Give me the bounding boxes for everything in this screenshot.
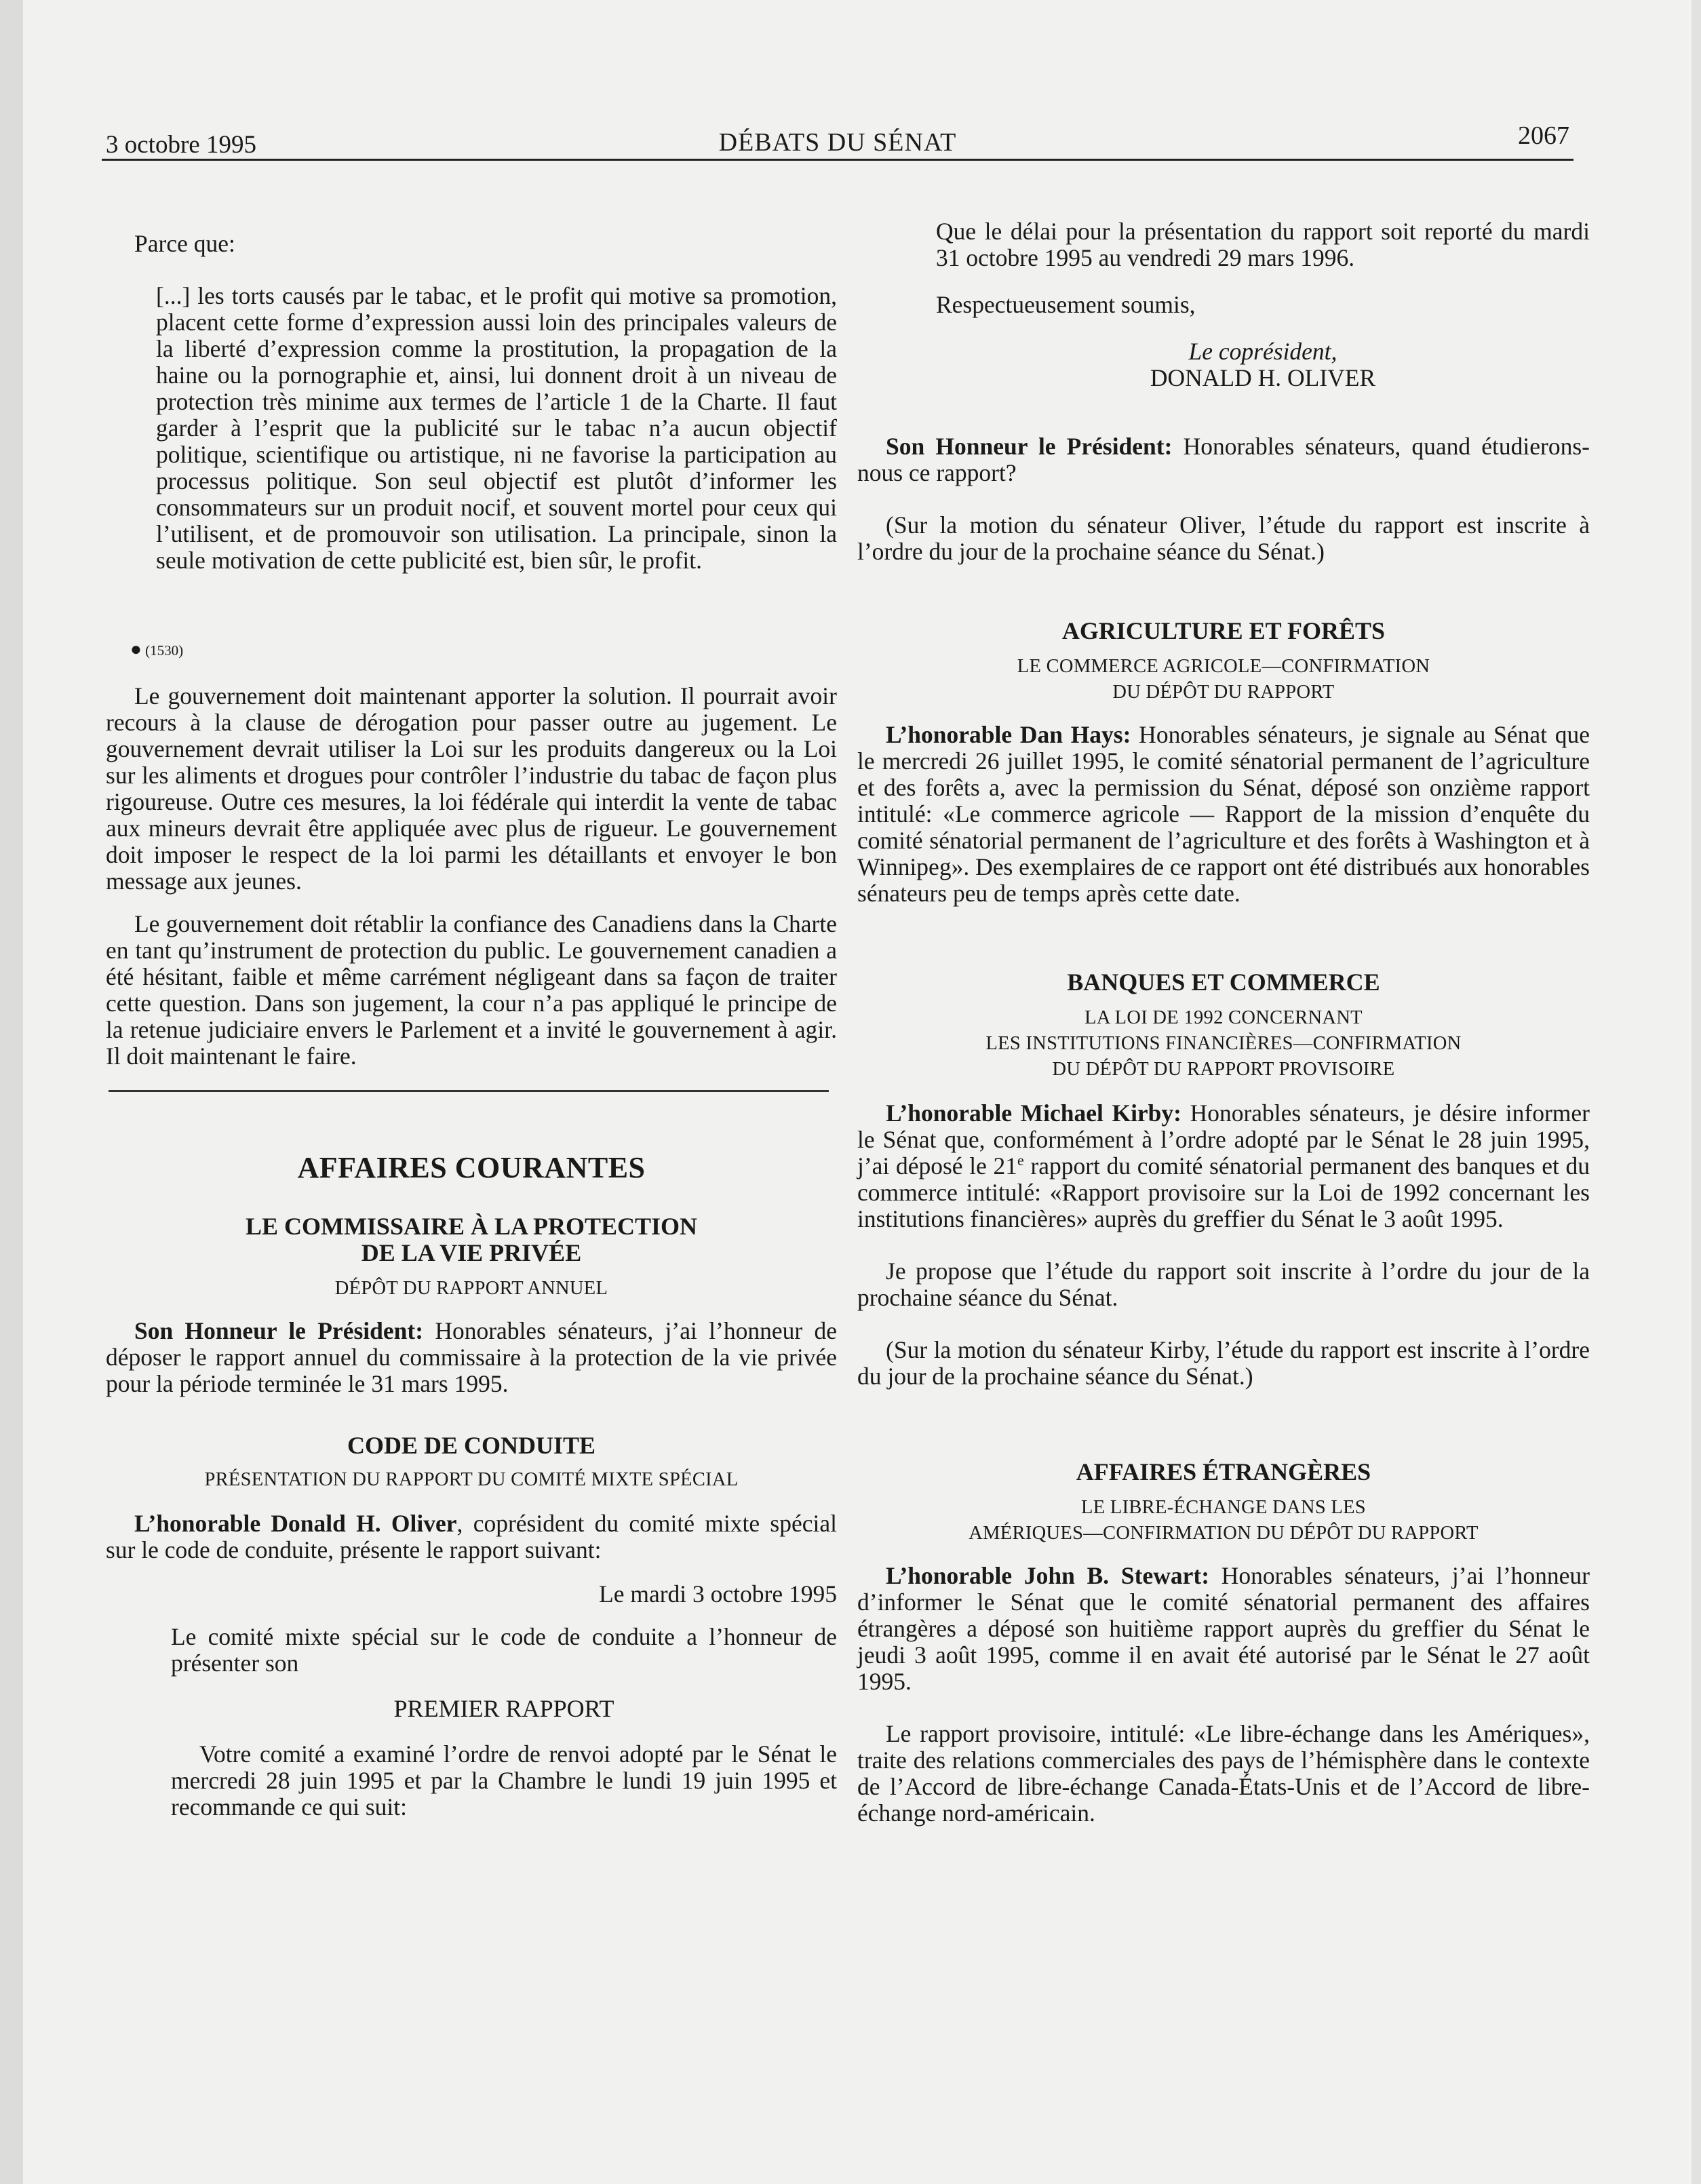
speech	[106, 1510, 837, 1563]
speech-text: rapport du comité sénatorial permanent des banques et du commerce intitulé: «Rapport provisoire sur la Loi de 1992 concernant les institutions financières» auprès du greffier du Sénat le 3 août 1995.	[857, 1152, 1590, 1232]
report-date: Le mardi 3 octobre 1995	[599, 1580, 837, 1607]
section-heading: AGRICULTURE ET FORÊTS	[1061, 617, 1386, 644]
page-header	[102, 121, 1573, 161]
report-body: Votre comité a examiné l’ordre de renvoi adopté par le Sénat le mercredi 28 juin 1995 et par la Chambre le lundi 19 juin 1995 et recommande ce qui suit:	[171, 1740, 837, 1820]
intro-text: Parce que:	[134, 230, 235, 257]
speech-text: Honorables sénateurs, je désire informer le Sénat que, conformément à l’ordre adopté par le Sénat le 28 juin 1995, j’ai déposé le 21	[857, 1099, 1590, 1179]
bullet-icon: ●	[130, 639, 142, 660]
time-marker-text: (1530)	[145, 642, 184, 659]
report-intro: Le comité mixte spécial sur le code de conduite a l’honneur de présenter son	[171, 1623, 837, 1677]
block-quote: [...] les torts causés par le tabac, et le profit qui motive sa promotion, placent cette forme d’expression aussi loin des principales valeurs de la liberté d’expression comme la prostitution, la propagation de la haine ou la pornographie et, ainsi, lui donnent droit à un niveau de protection très minime aux termes de l’article 1 de la Charte. Il faut garder à l’esprit que la publicité sur le tabac n’a aucun objectif politique, scientifique ou artistique, ni ne favorise la participation au processus politique. Son seul objectif est plutôt d’informer les consommateurs sur un produit nocif, et souvent mortel pour ceux qui l’utilisent, et de promouvoir son utilisation. La principale, sinon la seule motivation de cette publicité est, bien sûr, le profit.	[156, 282, 837, 574]
section-heading	[106, 1213, 837, 1266]
speech	[857, 722, 1590, 907]
subheading-line: LES INSTITUTIONS FINANCIÈRES—CONFIRMATION	[985, 1033, 1462, 1054]
section-subheading	[857, 1005, 1590, 1083]
speaker-name: L’honorable Michael Kirby:	[886, 1099, 1182, 1127]
left-column	[106, 218, 837, 1820]
speaker-name: L’honorable Donald H. Oliver	[134, 1510, 457, 1537]
speech-text: Honorables sénateurs, je signale au Sénat que le mercredi 26 juillet 1995, le comité sénatorial permanent de l’agriculture et des forêts a, avec la permission du Sénat, déposé son onzième rapport intitulé: «Le commerce agricole — Rapport de la mission d’enquête du comité sénatorial permanent de l’agriculture et des forêts à Washington et à Winnipeg». Des exemplaires de ce rapport ont été distribués aux honorables sénateurs peu de temps après cette date.	[857, 721, 1590, 907]
section-divider	[109, 1090, 829, 1092]
section-subheading	[857, 1495, 1590, 1546]
signature-role: Le coprésident,	[1188, 338, 1337, 365]
speech-text: , coprésident du comité mixte spécial sur le code de conduite, présente le rapport suivant:	[106, 1510, 837, 1563]
time-marker	[130, 636, 837, 664]
speaker-name: Son Honneur le Président:	[134, 1317, 424, 1344]
subheading-line: AMÉRIQUES—CONFIRMATION DU DÉPÔT DU RAPPORT	[969, 1523, 1479, 1544]
paragraph: Le gouvernement doit rétablir la confiance des Canadiens dans la Charte en tant qu’instrument de protection du public. Le gouvernement canadien a été hésitant, faible et même carrément négligeant dans sa façon de traiter cette question. Dans son jugement, la cour n’a pas appliqué le principe de la retenue judiciaire envers le Parlement et a invité le gouvernement à agir. Il doit maintenant le faire.	[106, 910, 837, 1070]
section-subheading: DÉPÔT DU RAPPORT ANNUEL	[334, 1278, 608, 1299]
section-heading: AFFAIRES ÉTRANGÈRES	[1076, 1458, 1371, 1485]
right-column	[857, 218, 1590, 1827]
speech-text: Honorables sénateurs, quand étudierons-nous ce rapport?	[857, 433, 1590, 486]
paragraph: Le gouvernement doit maintenant apporter la solution. Il pourrait avoir recours à la clause de dérogation pour passer outre au jugement. Le gouvernement devrait utiliser la Loi sur les produits dangereux ou la Loi sur les aliments et drogues pour contrôler l’industrie du tabac de façon plus rigoureuse. Outre ces mesures, la loi fédérale qui interdit la vente de tabac aux mineurs devrait être appliquée avec plus de rigueur. Le gouvernement doit imposer le respect de la loi parmi les détaillants et envoyer le bon message aux jeunes.	[106, 682, 837, 895]
speech	[106, 1318, 837, 1397]
scan-right-edge	[1692, 0, 1701, 2184]
speaker-name: L’honorable John B. Stewart:	[886, 1562, 1210, 1589]
section-subheading	[857, 654, 1590, 705]
heading-line: DE LA VIE PRIVÉE	[361, 1239, 582, 1266]
motion-note: (Sur la motion du sénateur Kirby, l’étude du rapport est inscrite à l’ordre du jour de la prochaine séance du Sénat.)	[857, 1336, 1590, 1390]
submitted-line: Respectueusement soumis,	[936, 291, 1196, 318]
paragraph: Le rapport provisoire, intitulé: «Le libre-échange dans les Amériques», traite des relations commerciales des pays de l’hémisphère dans le contexte de l’Accord de libre-échange Canada-États-Unis et de l’Accord de libre-échange nord-américain.	[857, 1720, 1590, 1827]
page-number: 2067	[1518, 121, 1569, 150]
speaker-name: Son Honneur le Président:	[886, 433, 1173, 460]
section-heading: BANQUES ET COMMERCE	[1067, 969, 1380, 996]
paragraph: Je propose que l’étude du rapport soit inscrite à l’ordre du jour de la prochaine séance du Sénat.	[857, 1257, 1590, 1311]
scan-left-edge	[0, 0, 23, 2184]
header-title: DÉBATS DU SÉNAT	[718, 128, 957, 157]
report-title: PREMIER RAPPORT	[393, 1695, 614, 1722]
recommendation: Que le délai pour la présentation du rapport soit reporté du mardi 31 octobre 1995 au vendredi 29 mars 1996.	[936, 218, 1590, 271]
section-subheading: PRÉSENTATION DU RAPPORT DU COMITÉ MIXTE SPÉCIAL	[204, 1469, 739, 1490]
superscript: e	[1017, 1152, 1024, 1169]
speech	[857, 1100, 1590, 1232]
subheading-line: DU DÉPÔT DU RAPPORT	[1112, 682, 1335, 703]
speech-text: Honorables sénateurs, j’ai l’honneur de déposer le rapport annuel du commissaire à la protection de la vie privée pour la période terminée le 31 mars 1995.	[106, 1317, 837, 1397]
speaker-name: L’honorable Dan Hays:	[886, 721, 1131, 748]
speech	[857, 1563, 1590, 1695]
speech-text: Honorables sénateurs, j’ai l’honneur d’informer le Sénat que le comité sénatorial permanent des affaires étrangères a déposé son huitième rapport auprès du greffier du Sénat le jeudi 3 août 1995, comme il en avait été autorisé par le Sénat le 27 août 1995.	[857, 1562, 1590, 1695]
header-date: 3 octobre 1995	[106, 131, 256, 159]
signature-name: DONALD H. OLIVER	[1150, 364, 1376, 391]
subheading-line: LE LIBRE-ÉCHANGE DANS LES	[1081, 1497, 1366, 1518]
subheading-line: DU DÉPÔT DU RAPPORT PROVISOIRE	[1052, 1059, 1395, 1080]
speech	[857, 433, 1590, 486]
subheading-line: LE COMMERCE AGRICOLE—CONFIRMATION	[1017, 656, 1430, 677]
subheading-line: LA LOI DE 1992 CONCERNANT	[1084, 1007, 1363, 1028]
motion-note: (Sur la motion du sénateur Oliver, l’étude du rapport est inscrite à l’ordre du jour de la prochaine séance du Sénat.)	[857, 511, 1590, 565]
major-heading: AFFAIRES COURANTES	[297, 1151, 646, 1184]
heading-line: LE COMMISSAIRE À LA PROTECTION	[245, 1213, 698, 1240]
section-heading: CODE DE CONDUITE	[347, 1432, 596, 1459]
